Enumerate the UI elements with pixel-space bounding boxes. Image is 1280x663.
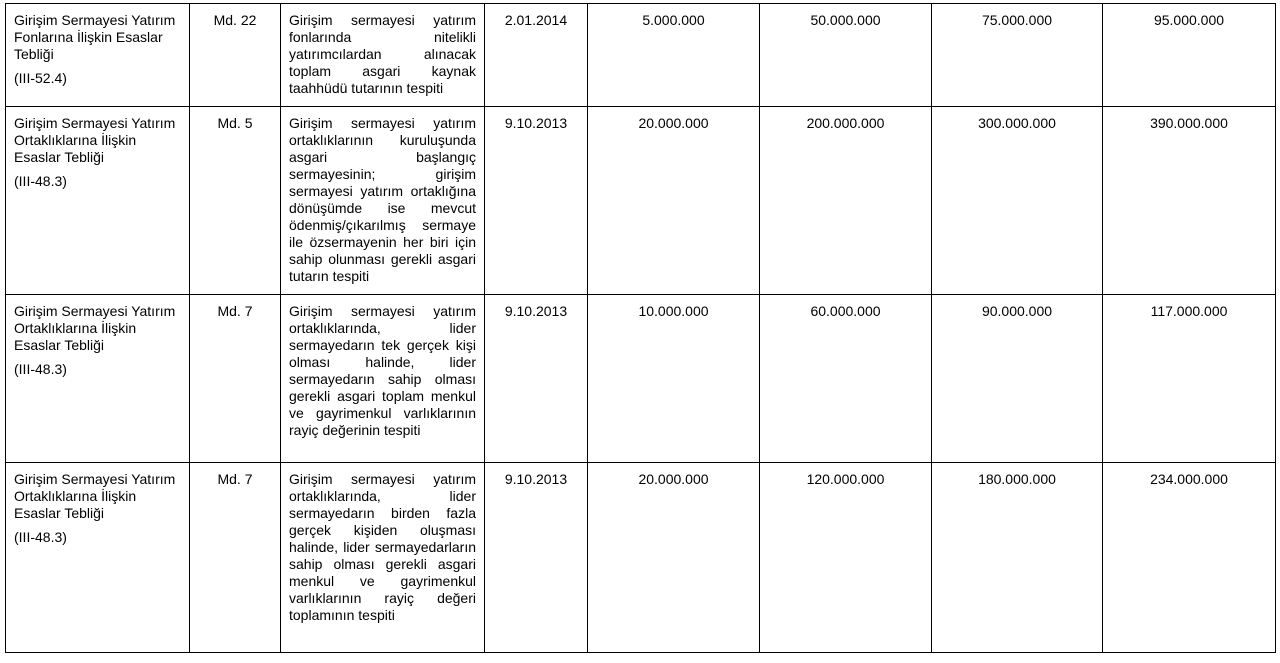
amount-cell: 234.000.000 bbox=[1103, 463, 1276, 653]
table-row bbox=[6, 463, 1276, 653]
description-text: Girişim sermayesi yatırım ortaklıklarında, lider sermayedarın tek gerçek kişi olması halinde, lider sermayedarın sahip olması gerekli asgari toplam menkul ve gayrimenkul varlıklarının rayiç değerinin tespiti bbox=[289, 303, 476, 438]
amount-cell: 95.000.000 bbox=[1103, 4, 1276, 107]
date-cell: 9.10.2013 bbox=[485, 463, 588, 653]
article-cell: Md. 7 bbox=[190, 463, 281, 653]
regulation-code: (III-48.3) bbox=[14, 529, 67, 545]
date-cell: 2.01.2014 bbox=[485, 4, 588, 107]
amount-cell: 90.000.000 bbox=[932, 295, 1103, 463]
amount-cell: 117.000.000 bbox=[1103, 295, 1276, 463]
amount-cell: 10.000.000 bbox=[588, 295, 760, 463]
amount-cell: 120.000.000 bbox=[760, 463, 932, 653]
table-row bbox=[6, 4, 1276, 107]
regulation-name-cell bbox=[6, 463, 190, 653]
date-cell: 9.10.2013 bbox=[485, 107, 588, 295]
description-cell bbox=[281, 4, 485, 107]
regulation-name: Girişim Sermayesi Yatırım Ortaklıklarına İlişkin Esaslar Tebliği bbox=[14, 115, 176, 165]
regulation-name: Girişim Sermayesi Yatırım Ortaklıklarına İlişkin Esaslar Tebliği bbox=[14, 471, 176, 521]
amount-cell: 20.000.000 bbox=[588, 463, 760, 653]
amount-cell: 180.000.000 bbox=[932, 463, 1103, 653]
description-text: Girişim sermayesi yatırım ortaklıklarının kuruluşunda asgari başlangıç sermayesinin; girişim sermayesi yatırım ortaklığına dönüşümde ise mevcut ödenmiş/çıkarılmış sermaye ile özsermayenin her biri için sahip olunması gerekli asgari tutarın tespiti bbox=[289, 115, 476, 284]
regulation-code: (III-48.3) bbox=[14, 361, 67, 377]
amount-cell: 75.000.000 bbox=[932, 4, 1103, 107]
regulation-code: (III-52.4) bbox=[14, 70, 67, 86]
description-cell bbox=[281, 107, 485, 295]
amount-cell: 20.000.000 bbox=[588, 107, 760, 295]
amount-cell: 50.000.000 bbox=[760, 4, 932, 107]
description-cell bbox=[281, 463, 485, 653]
regulation-name: Girişim Sermayesi Yatırım Fonlarına İlişkin Esaslar Tebliği bbox=[14, 12, 176, 62]
amount-cell: 60.000.000 bbox=[760, 295, 932, 463]
regulation-name-cell bbox=[6, 295, 190, 463]
regulation-name: Girişim Sermayesi Yatırım Ortaklıklarına İlişkin Esaslar Tebliği bbox=[14, 303, 176, 353]
regulation-table bbox=[5, 3, 1276, 653]
date-cell: 9.10.2013 bbox=[485, 295, 588, 463]
amount-cell: 300.000.000 bbox=[932, 107, 1103, 295]
regulation-name-cell bbox=[6, 4, 190, 107]
article-cell: Md. 7 bbox=[190, 295, 281, 463]
article-cell: Md. 5 bbox=[190, 107, 281, 295]
article-cell: Md. 22 bbox=[190, 4, 281, 107]
table-row bbox=[6, 107, 1276, 295]
description-text: Girişim sermayesi yatırım ortaklıklarında, lider sermayedarın birden fazla gerçek kişiden oluşması halinde, lider sermayedarların sahip olması gerekli asgari menkul ve gayrimenkul varlıklarının rayiç değeri toplamının tespiti bbox=[289, 471, 476, 623]
amount-cell: 5.000.000 bbox=[588, 4, 760, 107]
regulation-code: (III-48.3) bbox=[14, 173, 67, 189]
description-cell bbox=[281, 295, 485, 463]
description-text: Girişim sermayesi yatırım fonlarında nitelikli yatırımcılardan alınacak toplam asgari kaynak taahhüdü tutarının tespiti bbox=[289, 12, 476, 96]
amount-cell: 200.000.000 bbox=[760, 107, 932, 295]
regulation-name-cell bbox=[6, 107, 190, 295]
table-row bbox=[6, 295, 1276, 463]
amount-cell: 390.000.000 bbox=[1103, 107, 1276, 295]
